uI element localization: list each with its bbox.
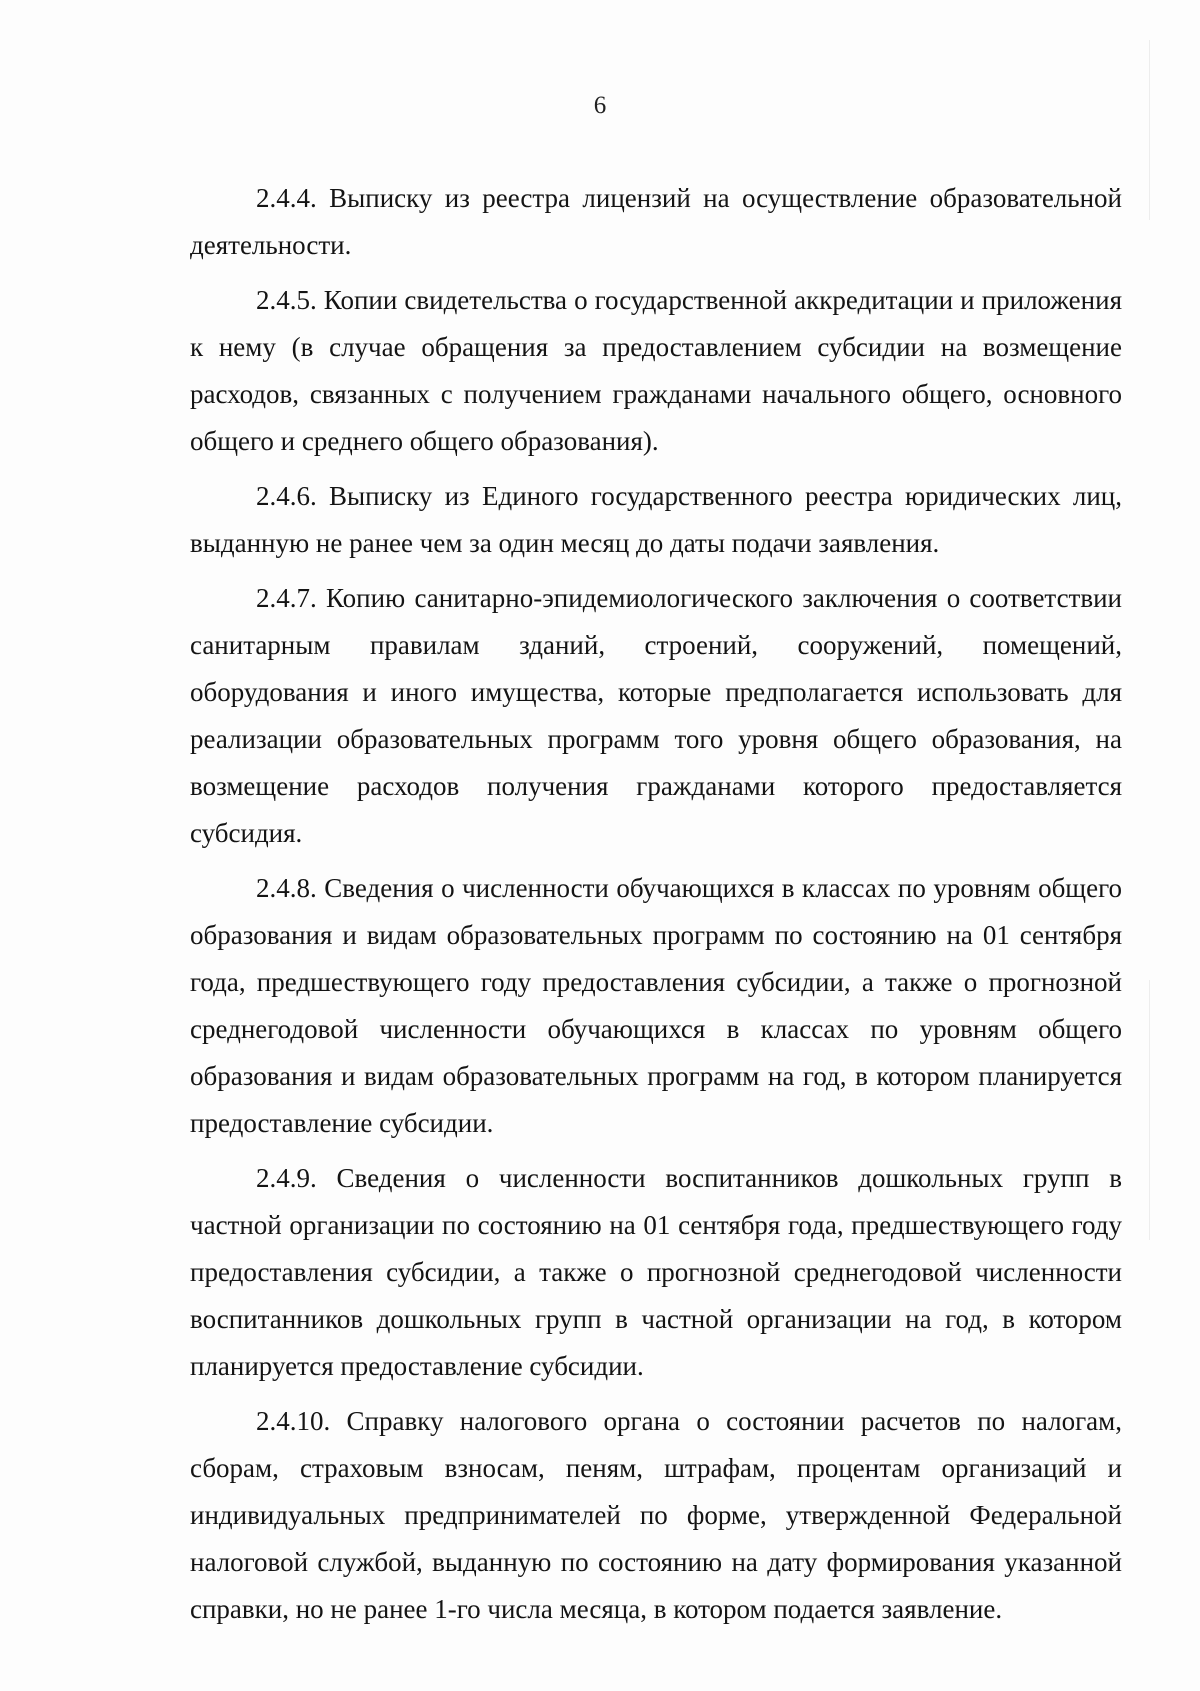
paragraph-2-4-6: 2.4.6. Выписку из Единого государственного реестра юридических лиц, выданную не ранее чем за один месяц до даты подачи заявления. [190,481,1122,558]
paragraph-2-4-9: 2.4.9. Сведения о численности воспитанников дошкольных групп в частной организации по состоянию на 01 сентября года, предшествующего году предоставления субсидии, а также о прогнозной среднегодовой численности воспитанников дошкольных групп в частной организации на год, в котором планируется предоставление субсидии. [190,1163,1122,1381]
page-number: 6 [593,92,607,119]
document-body [190,175,1122,1633]
scan-artifact [1149,980,1150,1240]
paragraph-2-4-8: 2.4.8. Сведения о численности обучающихся в классах по уровням общего образования и видам образовательных программ по состоянию на 01 сентября года, предшествующего году предоставления субсидии, а также о прогнозной среднегодовой численности обучающихся в классах по уровням общего образования и видам образовательных программ на год, в котором планируется предоставление субсидии. [190,873,1122,1138]
paragraph-2-4-5: 2.4.5. Копии свидетельства о государственной аккредитации и приложения к нему (в случае обращения за предоставлением субсидии на возмещение расходов, связанных с получением гражданами начального общего, основного общего и среднего общего образования). [190,285,1122,456]
paragraph-2-4-4: 2.4.4. Выписку из реестра лицензий на осуществление образовательной деятельности. [190,183,1122,260]
paragraph-2-4-10: 2.4.10. Справку налогового органа о состоянии расчетов по налогам, сборам, страховым взносам, пеням, штрафам, процентам организаций и индивидуальных предпринимателей по форме, утвержденной Федеральной налоговой службой, выданную по состоянию на дату формирования указанной справки, но не ранее 1-го числа месяца, в котором подается заявление. [190,1406,1122,1624]
paragraph-2-4-7: 2.4.7. Копию санитарно-эпидемиологического заключения о соответствии санитарным правилам зданий, строений, сооружений, помещений, оборудования и иного имущества, которые предполагается использовать для реализации образовательных программ того уровня общего образования, на возмещение расходов получения гражданами которого предоставляется субсидия. [190,583,1122,848]
scan-artifact [1149,40,1150,220]
